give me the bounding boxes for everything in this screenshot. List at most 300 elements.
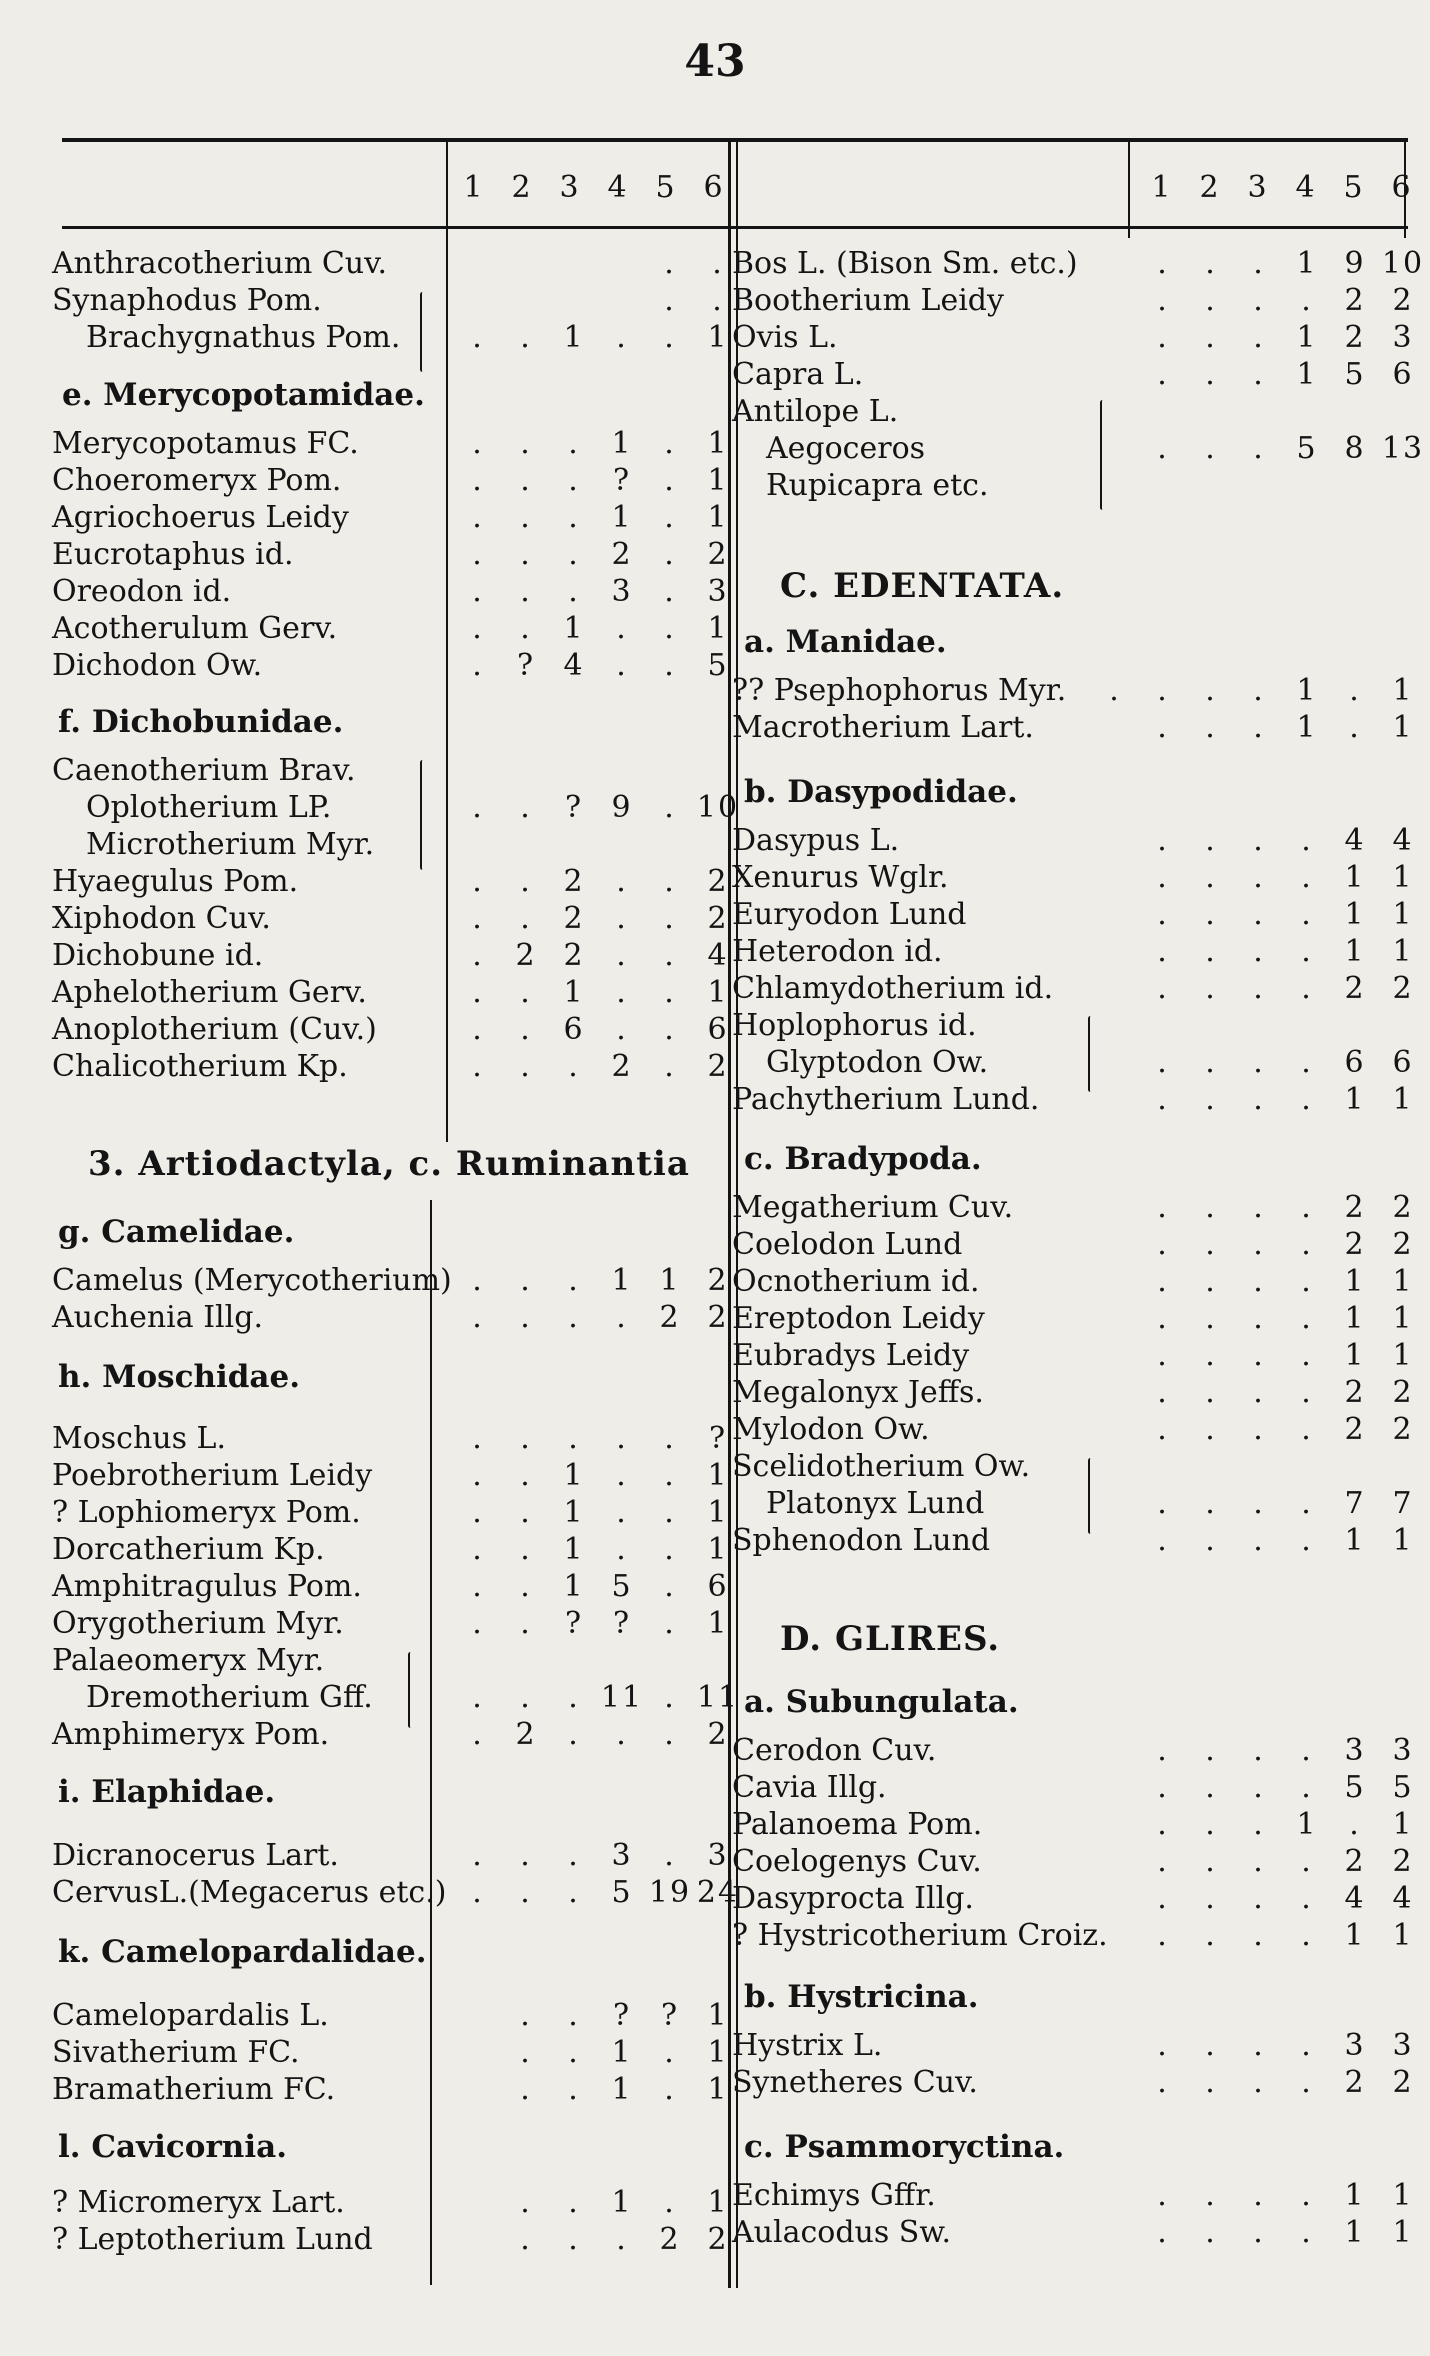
genus-name: Chlamydotherium id. (732, 971, 1054, 1006)
section-header: 3. Artiodactyla, c. Ruminantia (88, 1144, 690, 1184)
value-cell: 2 (659, 2222, 681, 2257)
genus-name: Dremotherium Gff. (86, 1680, 373, 1715)
genus-name: Eucrotaphus id. (52, 537, 294, 572)
value-cell: 4 (1392, 823, 1414, 858)
empty-cell-dot: . (664, 864, 676, 899)
value-cell: 3 (707, 1838, 729, 1873)
value-cell: 2 (1392, 1227, 1414, 1262)
empty-cell-dot: . (520, 500, 532, 535)
empty-cell-dot: . (1301, 1881, 1313, 1916)
genus-name: ?? Psephophorus Myr. (732, 673, 1067, 708)
empty-cell-dot: . (664, 938, 676, 973)
value-cell: 6 (1392, 1045, 1414, 1080)
empty-cell-dot: . (472, 1717, 484, 1752)
value-cell: 5 (1344, 357, 1366, 392)
empty-cell-dot: . (1109, 673, 1121, 708)
genus-name: Hystrix L. (732, 2028, 883, 2063)
value-cell: 1 (1392, 2178, 1414, 2213)
empty-cell-dot: . (664, 1495, 676, 1530)
col-header-6: 6 (1391, 170, 1411, 205)
genus-name: CervusL.(Megacerus etc.) (52, 1875, 447, 1910)
empty-cell-dot: . (1301, 2178, 1313, 2213)
empty-cell-dot: . (472, 1532, 484, 1567)
value-cell: 6 (1392, 357, 1414, 392)
empty-cell-dot: . (568, 537, 580, 572)
empty-cell-dot: . (1253, 320, 1265, 355)
empty-cell-dot: . (1157, 934, 1169, 969)
empty-cell-dot: . (1301, 971, 1313, 1006)
empty-cell-dot: . (520, 1606, 532, 1641)
empty-cell-dot: . (568, 1680, 580, 1715)
value-cell: 1 (1344, 2215, 1366, 2250)
empty-cell-dot: . (1157, 2215, 1169, 2250)
empty-cell-dot: . (1205, 823, 1217, 858)
value-cell: 1 (707, 320, 729, 355)
empty-cell-dot: . (520, 1495, 532, 1530)
value-cell: ? (612, 463, 632, 498)
empty-cell-dot: . (1253, 1338, 1265, 1373)
empty-cell-dot: . (472, 1049, 484, 1084)
value-cell: 4 (563, 648, 585, 683)
empty-cell-dot: . (1205, 1733, 1217, 1768)
empty-cell-dot: . (1349, 1807, 1361, 1842)
empty-cell-dot: . (1157, 860, 1169, 895)
genus-name: Amphimeryx Pom. (52, 1717, 330, 1752)
value-cell: 1 (707, 611, 729, 646)
value-cell: 1 (1392, 2215, 1414, 2250)
value-cell: 3 (707, 574, 729, 609)
empty-cell-dot: . (664, 537, 676, 572)
col-header-2: 2 (511, 170, 531, 205)
value-cell: 1 (1392, 1918, 1414, 1953)
empty-cell-dot: . (568, 1875, 580, 1910)
genus-name: Synaphodus Pom. (52, 283, 322, 318)
empty-cell-dot: . (1253, 1733, 1265, 1768)
value-cell: 2 (707, 901, 729, 936)
value-cell: 2 (1392, 1375, 1414, 1410)
empty-cell-dot: . (472, 426, 484, 461)
value-cell: 2 (707, 2222, 729, 2257)
value-cell: 1 (707, 975, 729, 1010)
value-cell: 1 (707, 2072, 729, 2107)
empty-cell-dot: . (472, 1012, 484, 1047)
value-cell: ? (564, 1606, 584, 1641)
empty-cell-dot: . (664, 1532, 676, 1567)
value-cell: 10 (696, 790, 740, 825)
value-cell: 8 (1344, 431, 1366, 466)
empty-cell-dot: . (1205, 860, 1217, 895)
empty-cell-dot: . (1205, 1770, 1217, 1805)
empty-cell-dot: . (520, 611, 532, 646)
section-header: l. Cavicornia. (58, 2129, 287, 2165)
value-cell: 1 (611, 2072, 633, 2107)
brace-mark (1088, 1458, 1093, 1534)
value-cell: 19 (648, 1875, 692, 1910)
empty-cell-dot: . (472, 1458, 484, 1493)
value-cell: 5 (1296, 431, 1318, 466)
value-cell: 1 (707, 1458, 729, 1493)
value-cell: 5 (707, 648, 729, 683)
value-cell: 3 (611, 1838, 633, 1873)
empty-cell-dot: . (520, 1680, 532, 1715)
empty-cell-dot: . (1301, 897, 1313, 932)
empty-cell-dot: . (568, 426, 580, 461)
empty-cell-dot: . (568, 2222, 580, 2257)
left-values-divider-lower (430, 1200, 432, 2285)
empty-cell-dot: . (1157, 1881, 1169, 1916)
empty-cell-dot: . (1205, 1338, 1217, 1373)
genus-name: Dichobune id. (52, 938, 264, 973)
empty-cell-dot: . (1205, 320, 1217, 355)
genus-name: Acotherulum Gerv. (52, 611, 338, 646)
value-cell: 2 (515, 938, 537, 973)
value-cell: 1 (1344, 860, 1366, 895)
value-cell: 3 (611, 574, 633, 609)
empty-cell-dot: . (1253, 1045, 1265, 1080)
genus-name: Sivatherium FC. (52, 2035, 300, 2070)
value-cell: ? (660, 1998, 680, 2033)
empty-cell-dot: . (1157, 1190, 1169, 1225)
empty-cell-dot: . (1157, 246, 1169, 281)
empty-cell-dot: . (1301, 823, 1313, 858)
genus-name: Macrotherium Lart. (732, 710, 1034, 745)
empty-cell-dot: . (1157, 1338, 1169, 1373)
value-cell: 1 (563, 1458, 585, 1493)
empty-cell-dot: . (1253, 1412, 1265, 1447)
value-cell: 2 (563, 938, 585, 973)
empty-cell-dot: . (1253, 860, 1265, 895)
genus-name: Ovis L. (732, 320, 838, 355)
value-cell: 2 (563, 864, 585, 899)
empty-cell-dot: . (616, 938, 628, 973)
genus-name: Hoplophorus id. (732, 1008, 977, 1043)
genus-name: Antilope L. (732, 394, 899, 429)
value-cell: 2 (1344, 1190, 1366, 1225)
empty-cell-dot: . (1349, 710, 1361, 745)
empty-cell-dot: . (520, 1012, 532, 1047)
empty-cell-dot: . (1205, 2178, 1217, 2213)
empty-cell-dot: . (1253, 1375, 1265, 1410)
empty-cell-dot: . (1157, 897, 1169, 932)
empty-cell-dot: . (520, 1421, 532, 1456)
empty-cell-dot: . (1205, 673, 1217, 708)
value-cell: 1 (1344, 1918, 1366, 1953)
empty-cell-dot: . (1205, 1045, 1217, 1080)
value-cell: 6 (707, 1012, 729, 1047)
value-cell: 1 (1344, 1301, 1366, 1336)
col-header-3: 3 (1247, 170, 1267, 205)
empty-cell-dot: . (472, 1263, 484, 1298)
value-cell: 1 (1344, 1264, 1366, 1299)
value-cell: 4 (707, 938, 729, 973)
empty-cell-dot: . (664, 2035, 676, 2070)
value-cell: 4 (1344, 1881, 1366, 1916)
empty-cell-dot: . (616, 864, 628, 899)
section-header: b. Dasypodidae. (744, 774, 1018, 810)
genus-name: Megatherium Cuv. (732, 1190, 1014, 1225)
empty-cell-dot: . (1157, 1523, 1169, 1558)
empty-cell-dot: . (1157, 1844, 1169, 1879)
empty-cell-dot: . (1205, 357, 1217, 392)
empty-cell-dot: . (1157, 1412, 1169, 1447)
value-cell: 2 (611, 537, 633, 572)
empty-cell-dot: . (1205, 1844, 1217, 1879)
empty-cell-dot: . (520, 2072, 532, 2107)
value-cell: 3 (1344, 1733, 1366, 1768)
empty-cell-dot: . (1157, 357, 1169, 392)
empty-cell-dot: . (1253, 2028, 1265, 2063)
value-cell: 1 (563, 320, 585, 355)
empty-cell-dot: . (472, 938, 484, 973)
genus-name: Euryodon Lund (732, 897, 967, 932)
empty-cell-dot: . (664, 2072, 676, 2107)
empty-cell-dot: . (1253, 1486, 1265, 1521)
section-header: f. Dichobunidae. (58, 704, 344, 740)
value-cell: 9 (611, 790, 633, 825)
empty-cell-dot: . (520, 790, 532, 825)
col-header-3: 3 (559, 170, 579, 205)
value-cell: 13 (1381, 431, 1425, 466)
genus-name: Oplotherium LP. (86, 790, 332, 825)
empty-cell-dot: . (568, 1717, 580, 1752)
empty-cell-dot: . (568, 2185, 580, 2220)
brace-mark (420, 292, 425, 372)
empty-cell-dot: . (1301, 2215, 1313, 2250)
genus-name: Xenurus Wglr. (732, 860, 949, 895)
genus-name: Eubradys Leidy (732, 1338, 970, 1373)
empty-cell-dot: . (1253, 710, 1265, 745)
empty-cell-dot: . (664, 1569, 676, 1604)
empty-cell-dot: . (1205, 971, 1217, 1006)
empty-cell-dot: . (664, 1012, 676, 1047)
empty-cell-dot: . (1157, 320, 1169, 355)
empty-cell-dot: . (1157, 710, 1169, 745)
empty-cell-dot: . (664, 1680, 676, 1715)
value-cell: 2 (659, 1300, 681, 1335)
empty-cell-dot: . (1205, 1807, 1217, 1842)
empty-cell-dot: . (1253, 934, 1265, 969)
value-cell: 4 (1392, 1881, 1414, 1916)
genus-name: Poebrotherium Leidy (52, 1458, 373, 1493)
value-cell: 2 (1344, 1844, 1366, 1879)
genus-name: Moschus L. (52, 1421, 227, 1456)
value-cell: 1 (1296, 673, 1318, 708)
empty-cell-dot: . (1205, 1227, 1217, 1262)
genus-name: Choeromeryx Pom. (52, 463, 342, 498)
value-cell: 1 (1296, 357, 1318, 392)
empty-cell-dot: . (1253, 1190, 1265, 1225)
empty-cell-dot: . (520, 2222, 532, 2257)
empty-cell-dot: . (664, 611, 676, 646)
empty-cell-dot: . (568, 1838, 580, 1873)
value-cell: 1 (563, 975, 585, 1010)
value-cell: 1 (659, 1263, 681, 1298)
empty-cell-dot: . (1205, 710, 1217, 745)
genus-name: Capra L. (732, 357, 864, 392)
genus-name: Bramatherium FC. (52, 2072, 336, 2107)
empty-cell-dot: . (1301, 283, 1313, 318)
empty-cell-dot: . (1301, 1264, 1313, 1299)
section-header: D. GLIRES. (780, 1619, 1001, 1659)
empty-cell-dot: . (520, 320, 532, 355)
value-cell: 1 (611, 426, 633, 461)
genus-name: Mylodon Ow. (732, 1412, 930, 1447)
value-cell: 2 (707, 1263, 729, 1298)
genus-name: Dichodon Ow. (52, 648, 263, 683)
value-cell: 7 (1392, 1486, 1414, 1521)
genus-name: Microtherium Myr. (86, 827, 375, 862)
header-rule (62, 226, 1408, 229)
left-values-divider (446, 142, 448, 1142)
empty-cell-dot: . (472, 500, 484, 535)
brace-mark (1088, 1016, 1093, 1092)
empty-cell-dot: . (568, 1300, 580, 1335)
value-cell: 2 (1344, 971, 1366, 1006)
empty-cell-dot: . (520, 2035, 532, 2070)
genus-name: Dorcatherium Kp. (52, 1532, 325, 1567)
empty-cell-dot: . (1205, 1523, 1217, 1558)
value-cell: 6 (707, 1569, 729, 1604)
value-cell: 11 (600, 1680, 644, 1715)
empty-cell-dot: . (568, 1263, 580, 1298)
empty-cell-dot: . (568, 463, 580, 498)
empty-cell-dot: . (712, 283, 724, 318)
value-cell: 1 (1344, 934, 1366, 969)
empty-cell-dot: . (1205, 934, 1217, 969)
value-cell: 1 (707, 463, 729, 498)
genus-name: Brachygnathus Pom. (86, 320, 401, 355)
empty-cell-dot: . (1253, 971, 1265, 1006)
empty-cell-dot: . (664, 2185, 676, 2220)
empty-cell-dot: . (1253, 1770, 1265, 1805)
genus-name: Aulacodus Sw. (732, 2215, 951, 2250)
empty-cell-dot: . (520, 1838, 532, 1873)
genus-name: Orygotherium Myr. (52, 1606, 344, 1641)
empty-cell-dot: . (1205, 2065, 1217, 2100)
empty-cell-dot: . (664, 1049, 676, 1084)
value-cell: 7 (1344, 1486, 1366, 1521)
genus-name: Rupicapra etc. (766, 468, 989, 503)
value-cell: 4 (1344, 823, 1366, 858)
genus-name: Cavia Illg. (732, 1770, 887, 1805)
genus-name: Agriochoerus Leidy (52, 500, 349, 535)
genus-name: Dasyprocta Illg. (732, 1881, 974, 1916)
empty-cell-dot: . (1301, 1082, 1313, 1117)
empty-cell-dot: . (1157, 673, 1169, 708)
empty-cell-dot: . (1157, 2178, 1169, 2213)
value-cell: 2 (1392, 1844, 1414, 1879)
empty-cell-dot: . (664, 574, 676, 609)
empty-cell-dot: . (1157, 431, 1169, 466)
empty-cell-dot: . (1301, 1190, 1313, 1225)
empty-cell-dot: . (1253, 2178, 1265, 2213)
empty-cell-dot: . (1157, 1264, 1169, 1299)
value-cell: 2 (1344, 2065, 1366, 2100)
genus-name: Echimys Gffr. (732, 2178, 936, 2213)
genus-name: Oreodon id. (52, 574, 232, 609)
empty-cell-dot: . (472, 1606, 484, 1641)
empty-cell-dot: . (1157, 1807, 1169, 1842)
empty-cell-dot: . (1157, 1770, 1169, 1805)
genus-name: Ereptodon Leidy (732, 1301, 985, 1336)
empty-cell-dot: . (616, 1421, 628, 1456)
empty-cell-dot: . (1349, 673, 1361, 708)
value-cell: 2 (611, 1049, 633, 1084)
section-header: c. Bradypoda. (744, 1141, 982, 1177)
empty-cell-dot: . (664, 1606, 676, 1641)
value-cell: 2 (1392, 1190, 1414, 1225)
empty-cell-dot: . (1205, 1486, 1217, 1521)
section-header: c. Psammoryctina. (744, 2129, 1065, 2165)
value-cell: 1 (1344, 1082, 1366, 1117)
value-cell: 1 (563, 611, 585, 646)
genus-name: ? Leptotherium Lund (52, 2222, 373, 2257)
empty-cell-dot: . (472, 790, 484, 825)
value-cell: 1 (1392, 1338, 1414, 1373)
empty-cell-dot: . (664, 320, 676, 355)
empty-cell-dot: . (1157, 1375, 1169, 1410)
empty-cell-dot: . (1205, 283, 1217, 318)
empty-cell-dot: . (520, 2185, 532, 2220)
section-header: g. Camelidae. (58, 1214, 295, 1250)
empty-cell-dot: . (1205, 2028, 1217, 2063)
empty-cell-dot: . (1301, 934, 1313, 969)
empty-cell-dot: . (568, 1049, 580, 1084)
empty-cell-dot: . (1205, 2215, 1217, 2250)
genus-name: Amphitragulus Pom. (52, 1569, 362, 1604)
empty-cell-dot: . (664, 463, 676, 498)
empty-cell-dot: . (1253, 897, 1265, 932)
empty-cell-dot: . (1301, 860, 1313, 895)
empty-cell-dot: . (1301, 2028, 1313, 2063)
value-cell: 1 (1296, 320, 1318, 355)
value-cell: 6 (563, 1012, 585, 1047)
genus-name: Anoplotherium (Cuv.) (52, 1012, 377, 1047)
empty-cell-dot: . (616, 1495, 628, 1530)
empty-cell-dot: . (616, 1300, 628, 1335)
value-cell: 2 (1392, 971, 1414, 1006)
genus-name: Palanoema Pom. (732, 1807, 983, 1842)
empty-cell-dot: . (664, 283, 676, 318)
empty-cell-dot: . (664, 975, 676, 1010)
genus-name: Megalonyx Jeffs. (732, 1375, 984, 1410)
value-cell: 1 (1344, 2178, 1366, 2213)
empty-cell-dot: . (568, 500, 580, 535)
empty-cell-dot: . (520, 975, 532, 1010)
empty-cell-dot: . (712, 246, 724, 281)
brace-mark (420, 760, 425, 870)
empty-cell-dot: . (520, 463, 532, 498)
empty-cell-dot: . (472, 611, 484, 646)
empty-cell-dot: . (664, 246, 676, 281)
value-cell: 5 (611, 1569, 633, 1604)
empty-cell-dot: . (520, 1998, 532, 2033)
value-cell: 1 (707, 1532, 729, 1567)
genus-name: Chalicotherium Kp. (52, 1049, 348, 1084)
genus-name: Auchenia Illg. (52, 1300, 263, 1335)
empty-cell-dot: . (664, 648, 676, 683)
empty-cell-dot: . (664, 500, 676, 535)
empty-cell-dot: . (1157, 2065, 1169, 2100)
genus-name: Camelus (Merycotherium) (52, 1263, 452, 1298)
value-cell: 2 (1344, 1412, 1366, 1447)
empty-cell-dot: . (1301, 1770, 1313, 1805)
empty-cell-dot: . (472, 1875, 484, 1910)
empty-cell-dot: . (1205, 431, 1217, 466)
value-cell: 2 (1344, 283, 1366, 318)
section-header: C. EDENTATA. (780, 566, 1065, 606)
empty-cell-dot: . (616, 1532, 628, 1567)
